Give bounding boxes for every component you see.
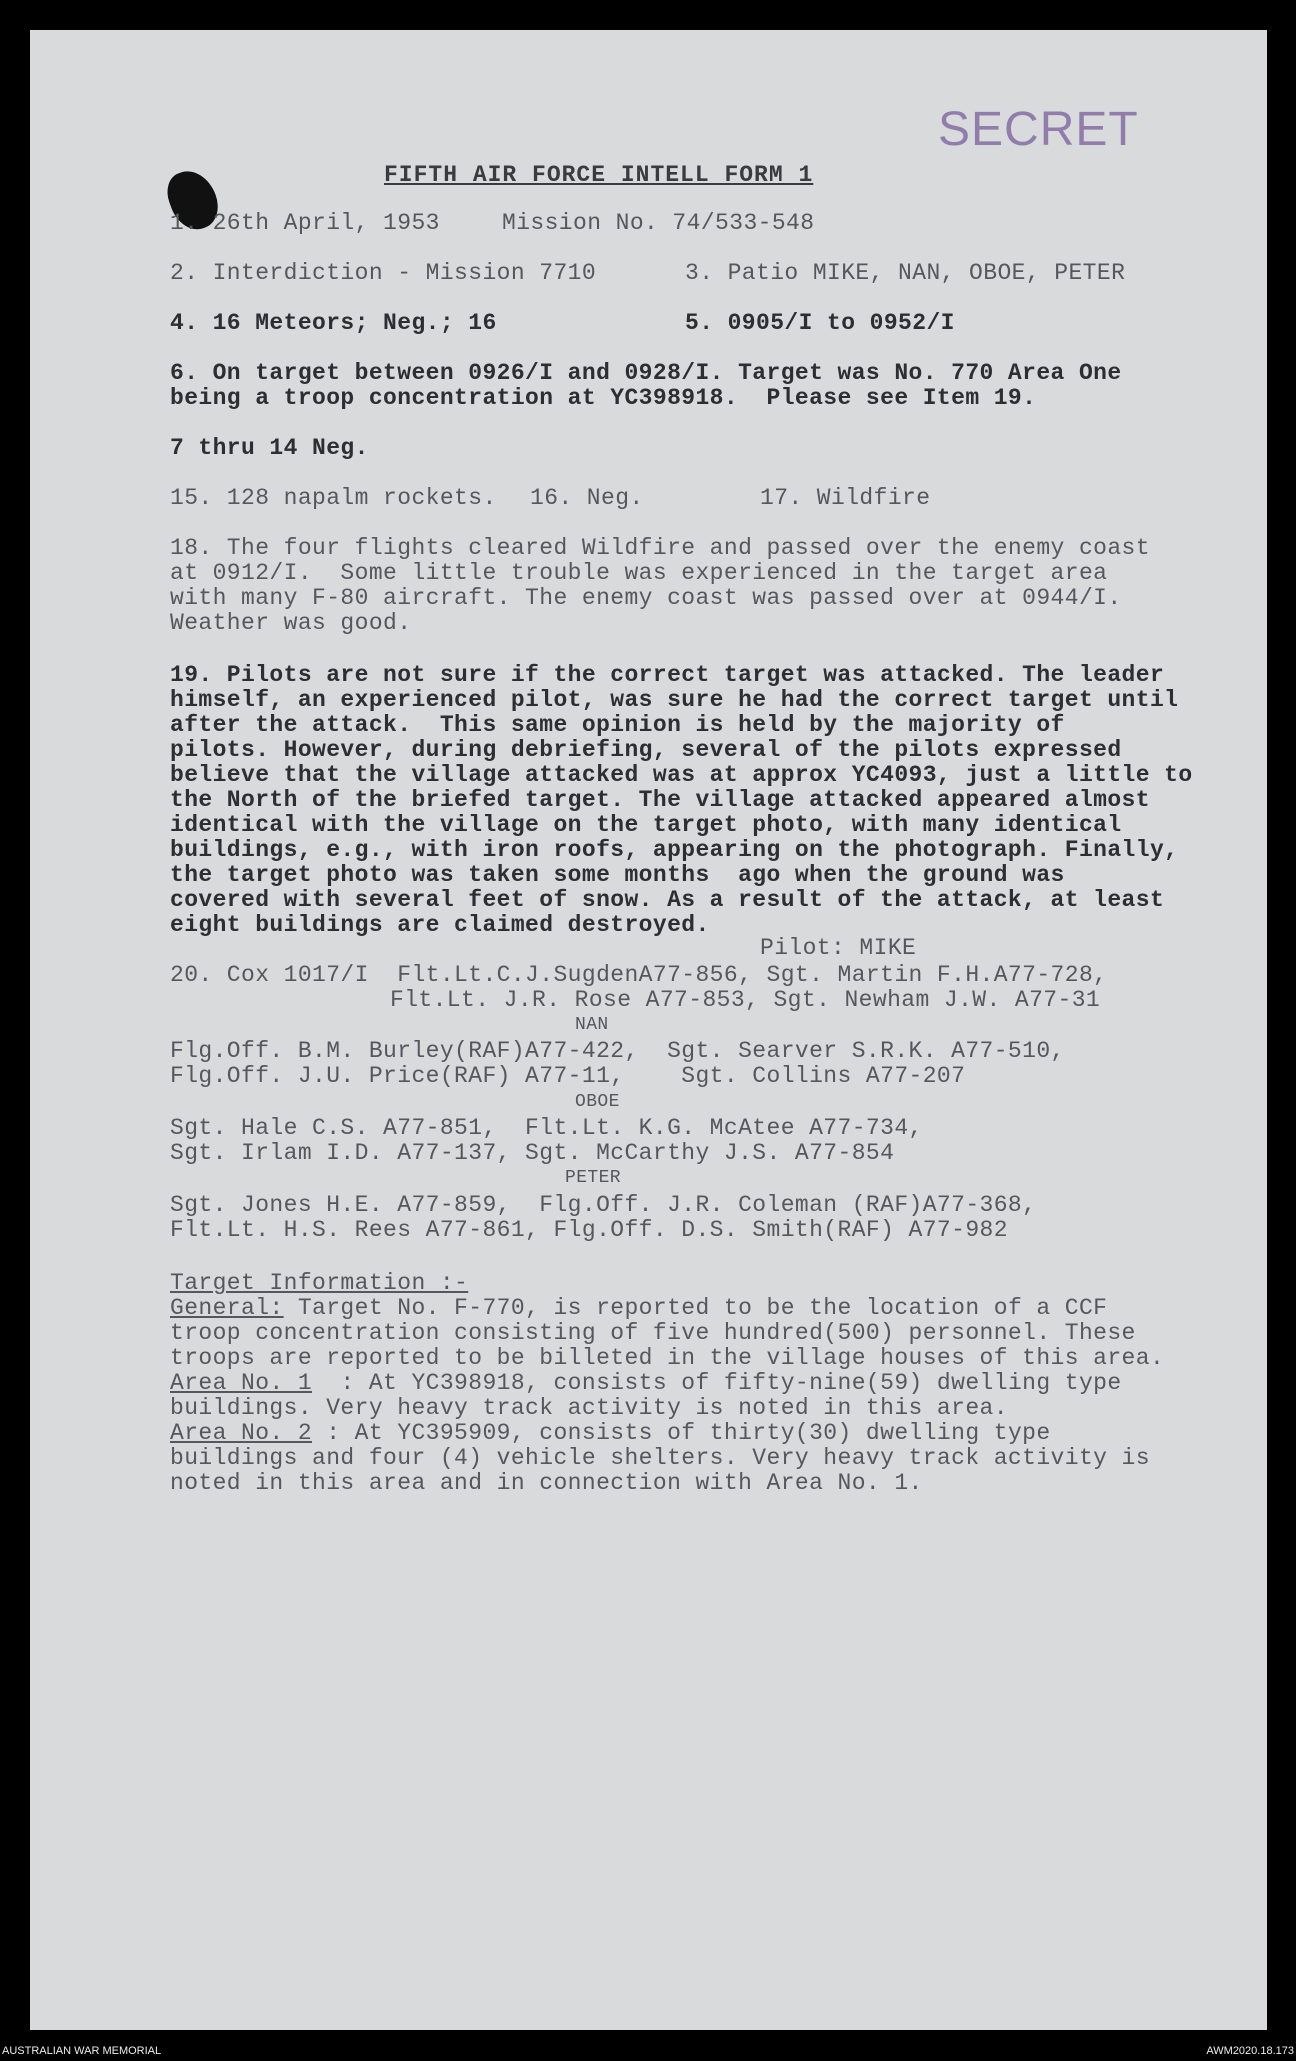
general-line-3: troops are reported to be billeted in the village houses of this area. [170, 1345, 1165, 1371]
item-20-line-2: Flt.Lt. J.R. Rose A77-853, Sgt. Newham J.W. A77-31 [390, 987, 1101, 1013]
item-19-line-3: after the attack. This same opinion is held by the majority of [170, 712, 1065, 738]
item-3: 3. Patio MIKE, NAN, OBOE, PETER [685, 260, 1126, 286]
document-page [30, 30, 1267, 2030]
item-17: 17. Wildfire [760, 485, 931, 511]
item-18-line-3: with many F-80 aircraft. The enemy coast was passed over at 0944/I. [170, 585, 1122, 611]
general-label: General: [170, 1295, 284, 1321]
item-2: 2. Interdiction - Mission 7710 [170, 260, 597, 286]
item-18-line-4: Weather was good. [170, 610, 412, 636]
item-18-line-2: at 0912/I. Some little trouble was experienced in the target area [170, 560, 1108, 586]
flight-oboe-line-1: Sgt. Hale C.S. A77-851, Flt.Lt. K.G. McAtee A77-734, [170, 1115, 923, 1141]
flight-peter-line-2: Flt.Lt. H.S. Rees A77-861, Flg.Off. D.S. Smith(RAF) A77-982 [170, 1217, 1008, 1243]
area-1-line-2: buildings. Very heavy track activity is noted in this area. [170, 1395, 1008, 1421]
flight-peter-line-1: Sgt. Jones H.E. A77-859, Flg.Off. J.R. Coleman (RAF)A77-368, [170, 1192, 1037, 1218]
item-7-14: 7 thru 14 Neg. [170, 435, 369, 461]
footer-institution: AUSTRALIAN WAR MEMORIAL [2, 2045, 162, 2057]
item-19-line-2: himself, an experienced pilot, was sure he had the correct target until [170, 687, 1179, 713]
general-line-2: troop concentration consisting of five hundred(500) personnel. These [170, 1320, 1136, 1346]
item-19-line-5: believe that the village attacked was at approx YC4093, just a little to [170, 762, 1193, 788]
item-16: 16. Neg. [530, 485, 644, 511]
item-1-date: 1. 26th April, 1953 [170, 210, 440, 236]
item-19-line-7: identical with the village on the target photo, with many identical [170, 812, 1122, 838]
area-1-line-1 [170, 1370, 1122, 1396]
item-20-line-1: 20. Cox 1017/I Flt.Lt.C.J.SugdenA77-856, Sgt. Martin F.H.A77-728, [170, 962, 1108, 988]
area-2-line-3: noted in this area and in connection with Area No. 1. [170, 1470, 923, 1496]
item-6-line-1: 6. On target between 0926/I and 0928/I. Target was No. 770 Area One [170, 360, 1122, 386]
item-19-line-9: the target photo was taken some months ago when the ground was [170, 862, 1065, 888]
flight-peter-label: PETER [565, 1168, 622, 1188]
general-text: Target No. F-770, is reported to be the location of a CCF [283, 1295, 1108, 1321]
flight-nan-line-2: Flg.Off. J.U. Price(RAF) A77-11, Sgt. Collins A77-207 [170, 1063, 966, 1089]
item-1-mission: Mission No. 74/533-548 [502, 210, 815, 236]
item-19-line-10: covered with several feet of snow. As a result of the attack, at least [170, 887, 1165, 913]
item-15: 15. 128 napalm rockets. [170, 485, 497, 511]
area-1-label: Area No. 1 [170, 1370, 313, 1396]
flight-oboe-label: OBOE [575, 1092, 620, 1112]
general-line-1 [170, 1295, 1107, 1321]
area-1-text: : At YC398918, consists of fifty-nine(59) dwelling type [312, 1370, 1122, 1396]
flight-nan-label: NAN [575, 1015, 609, 1035]
item-18-line-1: 18. The four flights cleared Wildfire and passed over the enemy coast [170, 535, 1150, 561]
item-4: 4. 16 Meteors; Neg.; 16 [170, 310, 497, 336]
item-5: 5. 0905/I to 0952/I [685, 310, 955, 336]
form-title: FIFTH AIR FORCE INTELL FORM 1 [384, 162, 814, 188]
item-19-line-1: 19. Pilots are not sure if the correct target was attacked. The leader [170, 662, 1165, 688]
item-19-line-11: eight buildings are claimed destroyed. [170, 912, 710, 938]
flight-mike-label: Pilot: MIKE [760, 935, 917, 961]
area-2-line-1 [170, 1420, 1051, 1446]
flight-oboe-line-2: Sgt. Irlam I.D. A77-137, Sgt. McCarthy J.S. A77-854 [170, 1140, 895, 1166]
area-2-text: : At YC395909, consists of thirty(30) dwelling type [312, 1420, 1051, 1446]
item-19-line-4: pilots. However, during debriefing, several of the pilots expressed [170, 737, 1122, 763]
item-19-line-8: buildings, e.g., with iron roofs, appearing on the photograph. Finally, [170, 837, 1179, 863]
footer-accession-number: AWM2020.18.173 [1206, 2045, 1294, 2057]
secret-stamp: SECRET [938, 103, 1139, 156]
area-2-line-2: buildings and four (4) vehicle shelters. Very heavy track activity is [170, 1445, 1150, 1471]
item-19-line-6: the North of the briefed target. The village attacked appeared almost [170, 787, 1150, 813]
area-2-label: Area No. 2 [170, 1420, 313, 1446]
flight-nan-line-1: Flg.Off. B.M. Burley(RAF)A77-422, Sgt. Searver S.R.K. A77-510, [170, 1038, 1065, 1064]
target-information-heading: Target Information :- [170, 1270, 469, 1296]
item-6-line-2: being a troop concentration at YC398918. Please see Item 19. [170, 385, 1037, 411]
